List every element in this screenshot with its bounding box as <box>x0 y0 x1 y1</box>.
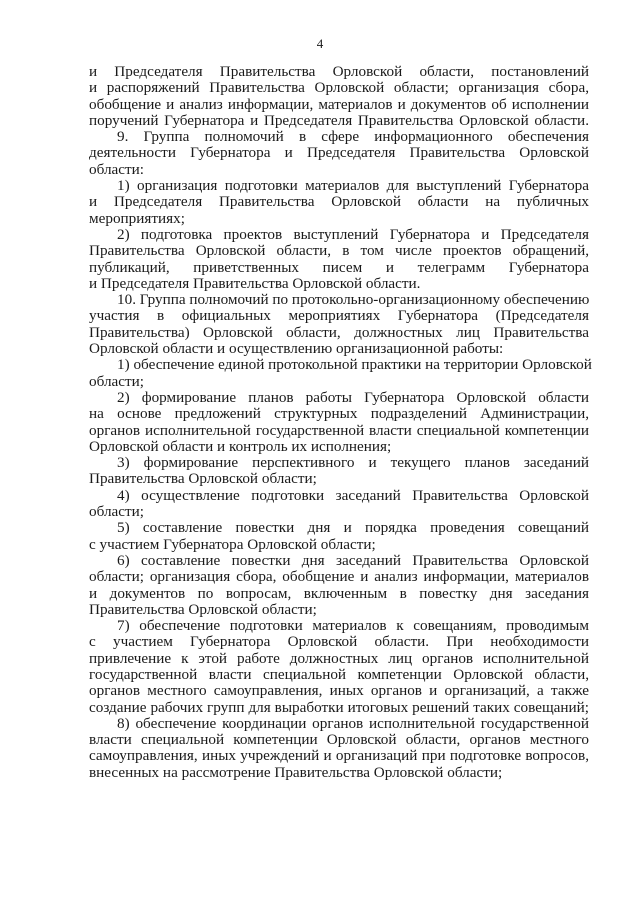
text-line: 5) составление повестки дня и порядка проведения совещаний <box>117 519 589 537</box>
text-line: 2) подготовка проектов выступлений Губернатора и Председателя <box>117 225 589 243</box>
text-line: участия в официальных мероприятиях Губернатора (Председателя <box>89 307 589 325</box>
text-line: 3) формирование перспективного и текущего планов заседаний <box>117 454 589 472</box>
text-line: с участием Губернатора Орловской области; <box>89 535 376 553</box>
text-line: Правительства Орловской области, в том числе проектов обращений, <box>89 242 589 260</box>
text-line: области; <box>89 372 144 390</box>
text-line: Орловской области и осуществлению организационной работы: <box>89 340 504 358</box>
text-line: органов исполнительной государственной власти специальной компетенции <box>89 421 589 439</box>
text-line: области; <box>89 503 144 521</box>
text-line: внесенных на рассмотрение Правительства Орловской области; <box>89 763 503 781</box>
text-line: и распоряжений Правительства Орловской области; организация сбора, <box>89 79 589 97</box>
text-line: Правительства) Орловской области, должностных лиц Правительства <box>89 323 589 341</box>
text-line: 2) формирование планов работы Губернатора Орловской области <box>117 388 589 406</box>
text-line: 10. Группа полномочий по протокольно-организационному обеспечению <box>117 291 590 309</box>
text-line: 1) организация подготовки материалов для выступлений Губернатора <box>117 177 589 195</box>
text-line: 8) обеспечение координации органов исполнительной государственной <box>117 714 589 732</box>
text-line: Правительства Орловской области; <box>89 470 317 488</box>
text-line: и Председателя Правительства Орловской области. <box>89 274 421 292</box>
page-number: 4 <box>316 36 324 51</box>
text-line: и Председателя Правительства Орловской области на публичных <box>89 193 589 211</box>
text-line: с участием Губернатора Орловской области. При необходимости <box>89 633 589 651</box>
text-line: области; организация сбора, обобщение и анализ информации, материалов <box>89 568 589 586</box>
text-line: Орловской области и контроль их исполнения; <box>89 437 392 455</box>
text-line: деятельности Губернатора и Председателя Правительства Орловской <box>89 144 589 162</box>
text-line: государственной власти специальной компетенции Орловской области, <box>89 665 589 683</box>
text-line: привлечение к этой работе должностных лиц органов исполнительной <box>89 649 589 667</box>
text-line: 9. Группа полномочий в сфере информационного обеспечения <box>117 128 589 146</box>
text-line: и Председателя Правительства Орловской области, постановлений <box>89 63 589 80</box>
text-line: обобщение и анализ информации, материалов и документов об исполнении <box>89 95 589 113</box>
text-line: на основе предложений структурных подразделений Администрации, <box>89 405 589 423</box>
text-line: публикаций, приветственных писем и телеграмм Губернатора <box>89 258 589 276</box>
text-line: создание рабочих групп для выработки итоговых решений таких совещаний; <box>89 698 589 716</box>
text-line: 4) осуществление подготовки заседаний Правительства Орловской <box>117 486 589 504</box>
text-line: 7) обеспечение подготовки материалов к совещаниям, проводимым <box>117 617 589 635</box>
document-body <box>89 63 592 781</box>
text-line: области: <box>89 160 144 178</box>
text-line: 1) обеспечение единой протокольной практики на территории Орловской <box>117 356 592 374</box>
text-line: 6) составление повестки дня заседаний Правительства Орловской <box>117 551 589 569</box>
text-line: поручений Губернатора и Председателя Правительства Орловской области. <box>89 111 589 129</box>
text-line: власти специальной компетенции Орловской области, органов местного <box>89 731 589 749</box>
text-line: и документов по вопросам, включенным в повестку дня заседания <box>89 584 589 602</box>
text-line: Правительства Орловской области; <box>89 600 317 618</box>
text-line: самоуправления, иных учреждений и организаций при подготовке вопросов, <box>89 747 589 765</box>
text-line: органов местного самоуправления, иных органов и организаций, а также <box>89 682 589 700</box>
text-line: мероприятиях; <box>89 209 185 227</box>
